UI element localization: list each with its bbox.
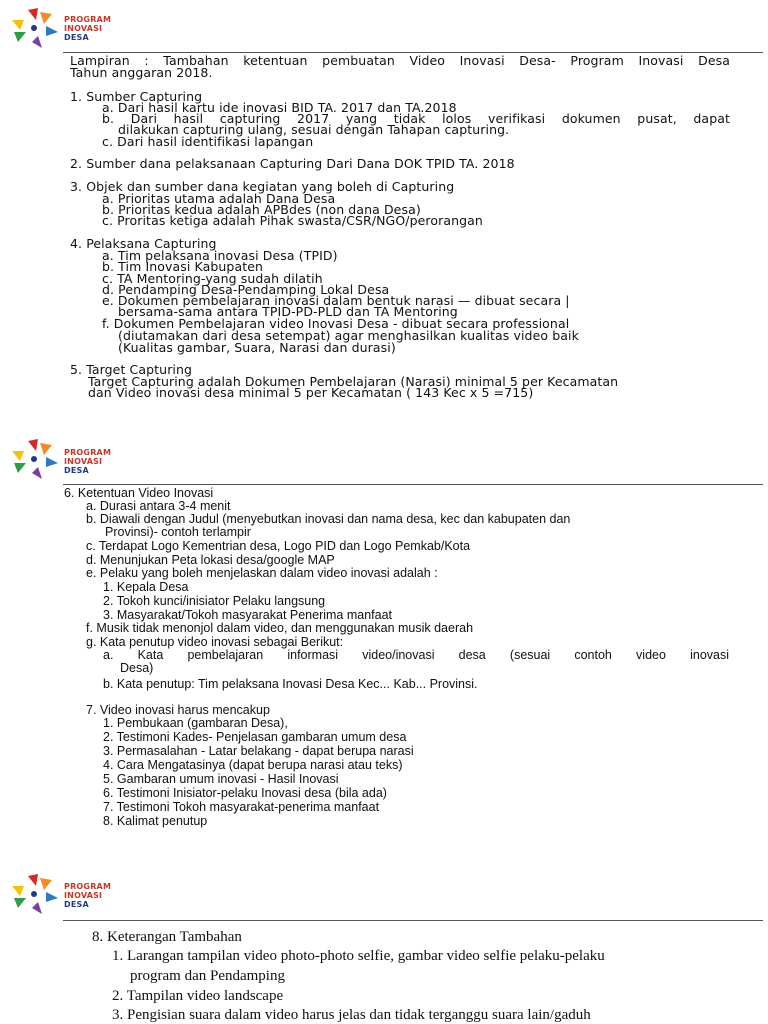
section-6-item-e-2: 2. Tokoh kunci/inisiator Pelaku langsung — [103, 594, 326, 608]
section-3-item-b: b. Prioritas kedua adalah APBdes (non dana Desa) — [102, 202, 421, 217]
logo-text-inovasi: INOVASI — [64, 24, 103, 33]
section-6-item-b-line-2: Provinsi)- contoh terlampir — [105, 525, 251, 539]
section-6-item-g-b: b. Kata penutup: Tim pelaksana Inovasi Desa Kec... Kab... Provinsi. — [103, 677, 478, 691]
section-4-item-f-line-3: (Kualitas gambar, Suara, Narasi dan durasi) — [118, 340, 396, 355]
section-8-item-2: 2. Tampilan video landscape — [112, 988, 284, 1004]
section-2-heading: 2. Sumber dana pelaksanaan Capturing Dari Dana DOK TPID TA. 2018 — [70, 156, 515, 171]
logo-text-desa: DESA — [64, 466, 89, 475]
section-1-item-a: a. Dari hasil kartu ide inovasi BID TA. 2017 dan TA.2018 — [102, 100, 457, 115]
section-7-item-8: 8. Kalimat penutup — [103, 814, 208, 828]
section-6-item-g: g. Kata penutup video inovasi sebagai Berikut: — [86, 635, 344, 649]
intro-line-2: Tahun anggaran 2018. — [70, 65, 213, 80]
section-6-heading: 6. Ketentuan Video Inovasi — [64, 486, 214, 500]
section-7-item-6: 6. Testimoni Inisiator-pelaku Inovasi desa (bila ada) — [103, 786, 387, 800]
section-7-item-5: 5. Gambaran umum inovasi - Hasil Inovasi — [103, 772, 339, 786]
header-divider — [63, 484, 763, 485]
section-3-heading: 3. Objek dan sumber dana kegiatan yang boleh di Capturing — [70, 179, 455, 194]
section-7-heading: 7. Video inovasi harus mencakup — [86, 703, 270, 717]
pinwheel-logo-icon — [6, 437, 62, 481]
intro-line-1: Lampiran : Tambahan ketentuan pembuatan Video Inovasi Desa- Program Inovasi Desa — [70, 53, 730, 68]
pinwheel-logo-icon — [6, 6, 62, 50]
section-4-item-a: a. Tim pelaksana inovasi Desa (TPID) — [102, 248, 338, 263]
logo-text-program: PROGRAM — [64, 882, 112, 891]
logo-text-program: PROGRAM — [64, 15, 112, 24]
section-1-item-b-line-2: dilakukan capturing ulang, sesuai dengan Tahapan capturing. — [118, 122, 510, 137]
section-4-item-e-line-2: bersama-sama antara TPID-PD-PLD dan TA Mentoring — [118, 304, 458, 319]
section-6-item-c: c. Terdapat Logo Kementrian desa, Logo PID dan Logo Pemkab/Kota — [86, 539, 471, 553]
section-3-item-a: a. Prioritas utama adalah Dana Desa — [102, 191, 336, 206]
section-3-item-c: c. Proritas ketiga adalah Pihak swasta/CSR/NGO/perorangan — [102, 213, 483, 228]
section-4-item-b: b. Tim Inovasi Kabupaten — [102, 259, 264, 274]
section-6-item-e-1: 1. Kepala Desa — [103, 580, 189, 594]
logo-text-desa: DESA — [64, 33, 89, 42]
section-4-item-e-line-1: e. Dokumen pembelajaran inovasi dalam bentuk narasi — dibuat secara | — [102, 293, 570, 308]
section-8-item-3: 3. Pengisian suara dalam video harus jelas dan tidak terganggu suara lain/gaduh — [112, 1007, 591, 1023]
section-7-item-1: 1. Pembukaan (gambaran Desa), — [103, 716, 288, 730]
section-4-item-f-line-2: (diutamakan dari desa setempat) agar menghasilkan kualitas video baik — [118, 328, 579, 343]
header-divider — [63, 920, 763, 921]
section-4-item-c: c. TA Mentoring-yang sudah dilatih — [102, 271, 323, 286]
section-7-item-7: 7. Testimoni Tokoh masyarakat-penerima manfaat — [103, 800, 380, 814]
section-1-heading: 1. Sumber Capturing — [70, 89, 203, 104]
section-7-item-2: 2. Testimoni Kades- Penjelasan gambaran umum desa — [103, 730, 407, 744]
section-5-line-2: dan Video inovasi desa minimal 5 per Kecamatan ( 143 Kec x 5 =715) — [88, 385, 534, 400]
section-6-item-g-a-line-2: Desa) — [120, 661, 154, 675]
section-8-item-1-line-1: 1. Larangan tampilan video photo-photo selfie, gambar video selfie pelaku-pelaku — [112, 948, 605, 964]
section-4-item-d: d. Pendamping Desa-Pendamping Lokal Desa — [102, 282, 390, 297]
section-6-item-a: a. Durasi antara 3-4 menit — [86, 499, 231, 513]
section-1-item-b-line-1: b. Dari hasil capturing 2017 yang tidak lolos verifikasi dokumen pusat, dapat — [102, 111, 730, 126]
section-7-item-3: 3. Permasalahan - Latar belakang - dapat berupa narasi — [103, 744, 414, 758]
logo-text-inovasi: INOVASI — [64, 891, 103, 900]
section-6-item-g-a-line-1: a. Kata pembelajaran informasi video/inovasi desa (sesuai contoh video inovasi — [103, 648, 729, 662]
pinwheel-logo-icon — [6, 872, 62, 916]
section-4-heading: 4. Pelaksana Capturing — [70, 236, 217, 251]
section-8-item-1-line-2: program dan Pendamping — [130, 968, 285, 984]
section-6-item-e-3: 3. Masyarakat/Tokoh masyarakat Penerima manfaat — [103, 608, 393, 622]
section-1-item-c: c. Dari hasil identifikasi lapangan — [102, 134, 314, 149]
section-6-item-f: f. Musik tidak menonjol dalam video, dan menggunakan musik daerah — [86, 621, 474, 635]
section-6-item-b-line-1: b. Diawali dengan Judul (menyebutkan inovasi dan nama desa, kec dan kabupaten dan — [86, 512, 571, 526]
section-7-item-4: 4. Cara Mengatasinya (dapat berupa narasi atau teks) — [103, 758, 403, 772]
logo-text-program: PROGRAM — [64, 448, 112, 457]
section-6-item-d: d. Menunjukan Peta lokasi desa/google MAP — [86, 553, 335, 567]
section-5-line-1: Target Capturing adalah Dokumen Pembelajaran (Narasi) minimal 5 per Kecamatan — [88, 374, 619, 389]
logo-text-desa: DESA — [64, 900, 89, 909]
program-inovasi-desa-logo — [6, 872, 118, 916]
section-4-item-f-line-1: f. Dokumen Pembelajaran video Inovasi Desa - dibuat secara professional — [102, 316, 570, 331]
program-inovasi-desa-logo — [6, 6, 118, 50]
logo-text-inovasi: INOVASI — [64, 457, 103, 466]
program-inovasi-desa-logo — [6, 437, 118, 481]
section-5-heading: 5. Target Capturing — [70, 362, 193, 377]
section-6-item-e: e. Pelaku yang boleh menjelaskan dalam video inovasi adalah : — [86, 566, 438, 580]
section-8-heading: 8. Keterangan Tambahan — [92, 929, 242, 945]
